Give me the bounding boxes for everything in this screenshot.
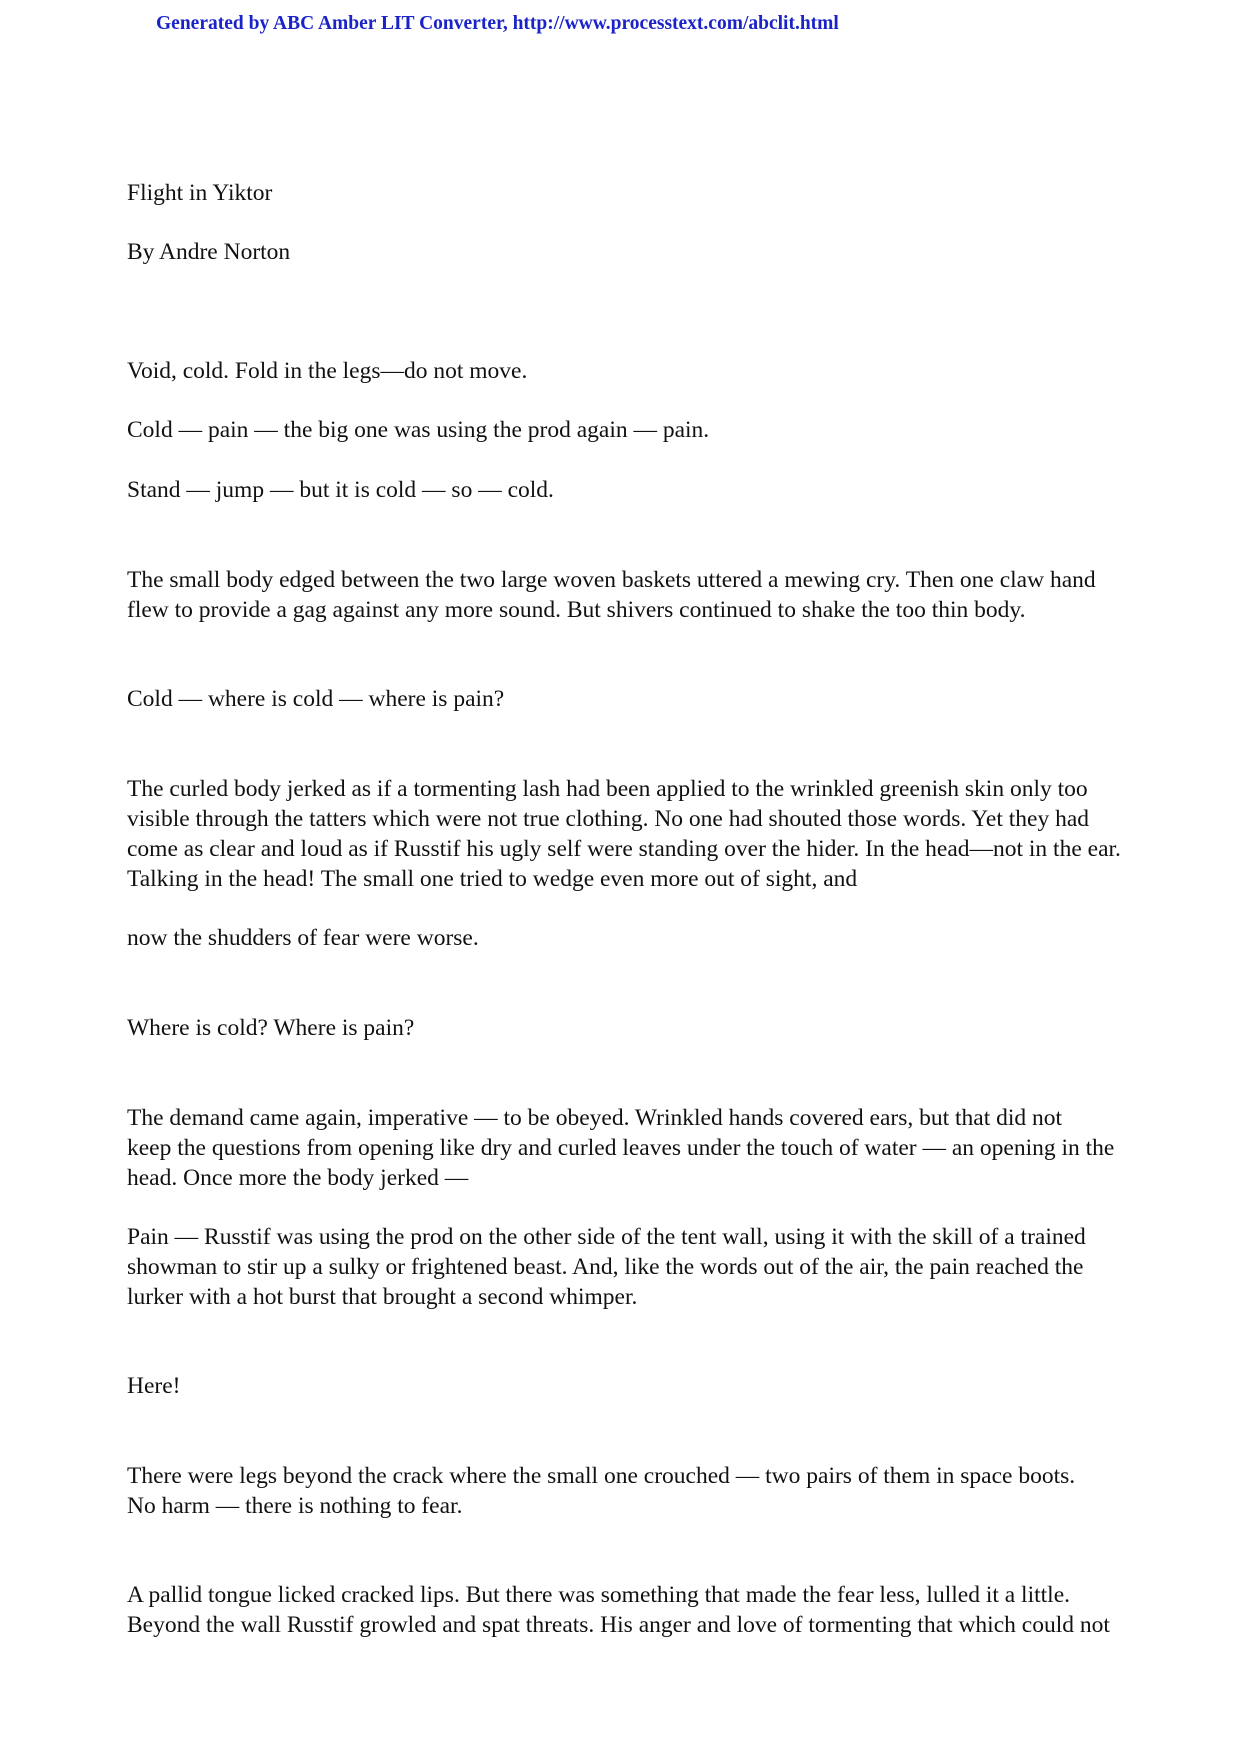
- book-author: By Andre Norton: [127, 239, 291, 265]
- paragraph-13: [127, 1580, 1127, 1640]
- paragraph-line: flew to provide a gag against any more sound. But shivers continued to shake the too thin body.: [127, 597, 1026, 623]
- paragraph-10: [127, 1222, 1127, 1312]
- paragraph-12: [127, 1461, 1127, 1521]
- paragraph-line: Where is cold? Where is pain?: [127, 1015, 415, 1041]
- paragraph-3: [127, 475, 1127, 505]
- paragraph-line: No harm — there is nothing to fear.: [127, 1493, 463, 1519]
- paragraph-11: [127, 1371, 1127, 1401]
- paragraph-line: There were legs beyond the crack where the small one crouched — two pairs of them in space boots.: [127, 1463, 1076, 1489]
- paragraph-line: Pain — Russtif was using the prod on the other side of the tent wall, using it with the skill of a trained: [127, 1224, 1086, 1250]
- paragraph-line: Cold — where is cold — where is pain?: [127, 686, 505, 712]
- paragraph-line: showman to stir up a sulky or frightened beast. And, like the words out of the air, the pain reached the: [127, 1254, 1084, 1280]
- paragraph-line: A pallid tongue licked cracked lips. But there was something that made the fear less, lulled it a little.: [127, 1582, 1071, 1608]
- paragraph-line: Cold — pain — the big one was using the prod again — pain.: [127, 417, 710, 443]
- paragraph-4: [127, 565, 1127, 625]
- paragraph-line: Stand — jump — but it is cold — so — cold.: [127, 477, 554, 503]
- paragraph-line: visible through the tatters which were not true clothing. No one had shouted those words. Yet they had: [127, 806, 1090, 832]
- paragraph-2: [127, 415, 1127, 445]
- paragraph-line: Talking in the head! The small one tried to wedge even more out of sight, and: [127, 866, 858, 892]
- paragraph-line: keep the questions from opening like dry and curled leaves under the touch of water — an opening in the: [127, 1135, 1115, 1161]
- paragraph-line: Void, cold. Fold in the legs—do not move.: [127, 358, 528, 384]
- converter-header-link[interactable]: Generated by ABC Amber LIT Converter, http://www.processtext.com/abclit.html: [156, 13, 839, 34]
- paragraph-line: now the shudders of fear were worse.: [127, 925, 479, 951]
- paragraph-line: Here!: [127, 1373, 181, 1399]
- paragraph-line: come as clear and loud as if Russtif his ugly self were standing over the hider. In the head—not in the ear.: [127, 836, 1121, 862]
- paragraph-1: [127, 356, 1127, 386]
- paragraph-line: The curled body jerked as if a tormenting lash had been applied to the wrinkled greenish skin only too: [127, 776, 1088, 802]
- paragraph-8: [127, 1013, 1127, 1043]
- paragraph-6: [127, 774, 1127, 894]
- paragraph-line: The small body edged between the two large woven baskets uttered a mewing cry. Then one claw hand: [127, 567, 1096, 593]
- paragraph-line: lurker with a hot burst that brought a second whimper.: [127, 1284, 638, 1310]
- paragraph-9: [127, 1103, 1127, 1193]
- paragraph-line: Beyond the wall Russtif growled and spat threats. His anger and love of tormenting that which could not: [127, 1612, 1110, 1638]
- paragraph-7: [127, 923, 1127, 953]
- paragraph-line: head. Once more the body jerked —: [127, 1165, 469, 1191]
- paragraph-5: [127, 684, 1127, 714]
- book-title: Flight in Yiktor: [127, 180, 273, 206]
- paragraph-line: The demand came again, imperative — to be obeyed. Wrinkled hands covered ears, but that did not: [127, 1105, 1063, 1131]
